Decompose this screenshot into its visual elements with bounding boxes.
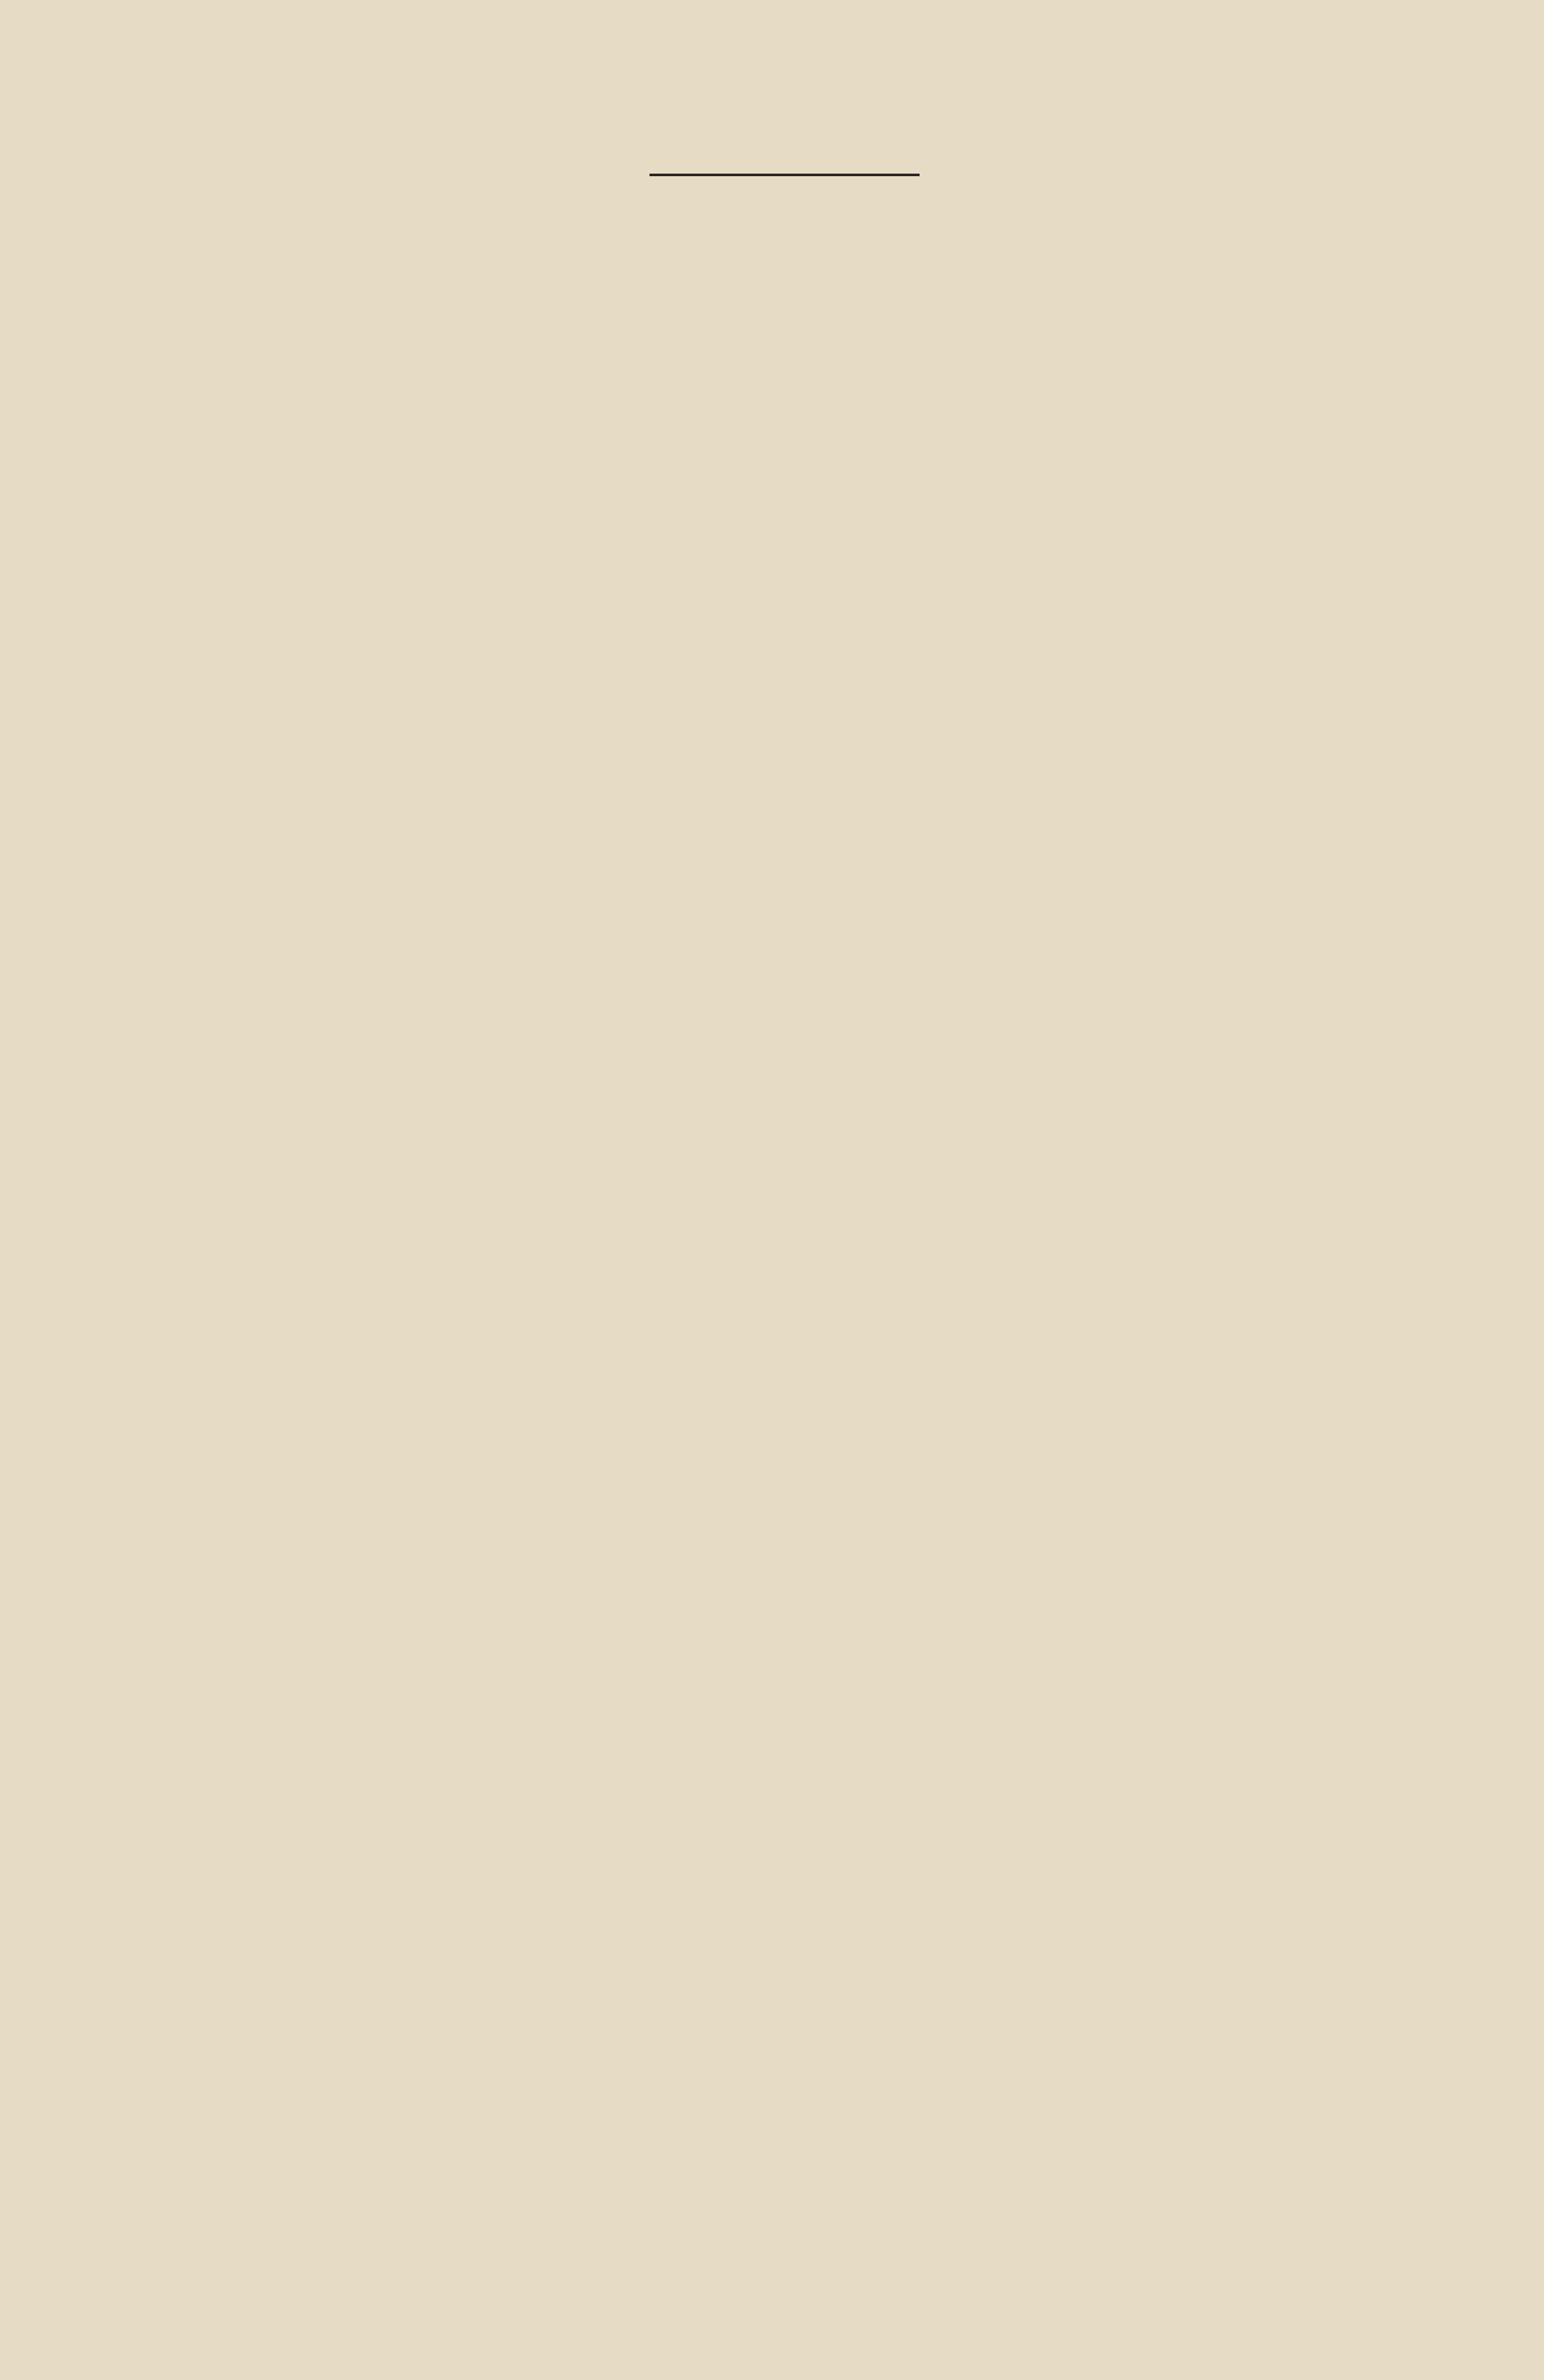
bass-staff-1 [122, 611, 1460, 752]
bass-staff-3 [122, 1608, 1460, 1749]
treble-staff-4 [122, 1813, 1460, 1955]
bass-staff-4 [122, 2109, 1460, 2251]
hymn-heading [0, 212, 1544, 274]
lyric-line [206, 450, 264, 487]
treble-staff-1 [122, 315, 1460, 457]
lyric-line [206, 562, 264, 599]
bass-staff-2 [122, 1113, 1460, 1254]
lyric-line [206, 525, 264, 562]
title-divider [649, 174, 920, 176]
treble-staff-3 [122, 1305, 1460, 1447]
lyric-line [206, 487, 264, 525]
lyrics-block-1 [206, 450, 264, 599]
treble-staff-2 [122, 810, 1460, 952]
